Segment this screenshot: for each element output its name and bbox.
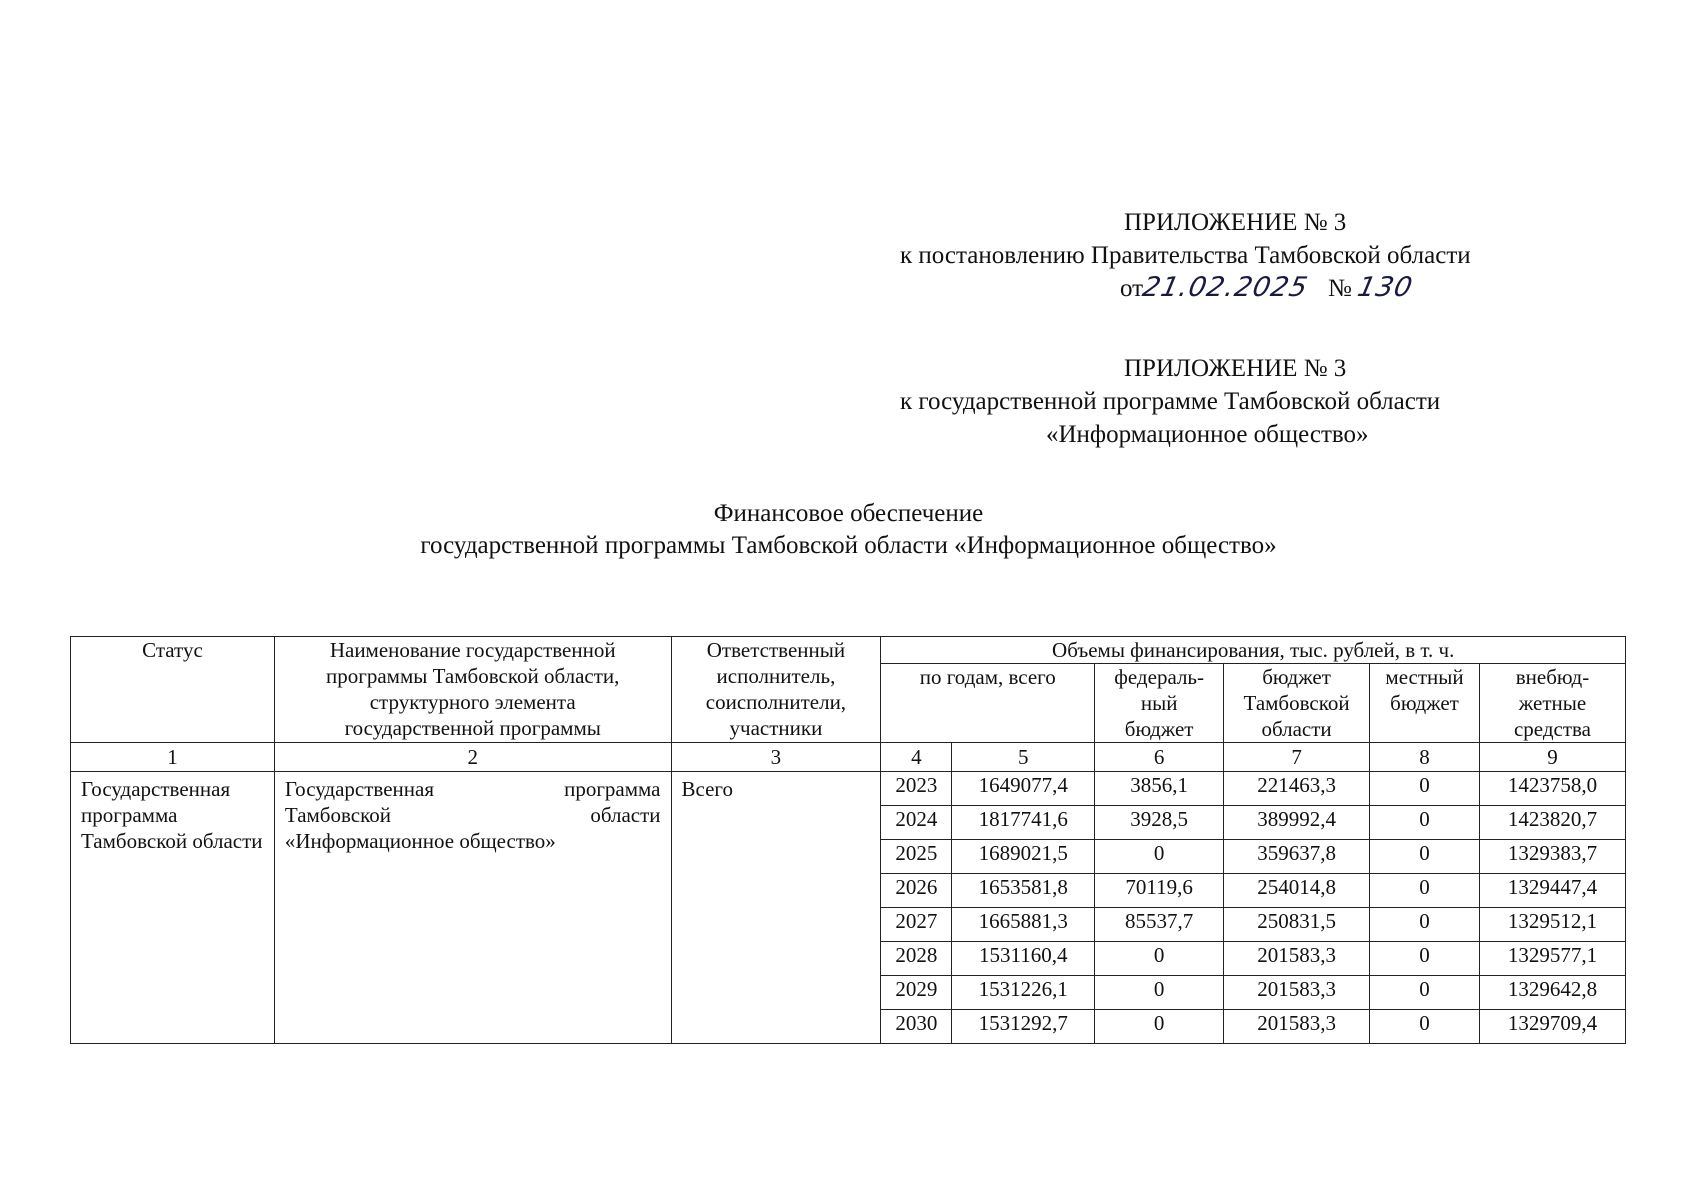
header-by-years: по годам, всего xyxy=(881,664,1095,743)
extra-cell: 1329709,4 xyxy=(1480,1010,1626,1044)
total-cell: 1653581,8 xyxy=(952,874,1095,908)
name-word: области xyxy=(590,803,661,827)
header-name: Наименование государственной программы Тамбовской области, структурного элемента государственной программы xyxy=(274,637,671,743)
year-cell: 2026 xyxy=(881,874,952,908)
program-reference-line-1: к государственной программе Тамбовской области xyxy=(900,388,1441,415)
extra-cell: 1329577,1 xyxy=(1480,942,1626,976)
regional-cell: 221463,3 xyxy=(1224,772,1370,806)
table-row xyxy=(71,772,1626,806)
document-title-line-1: Финансовое обеспечение xyxy=(713,500,984,527)
regional-cell: 201583,3 xyxy=(1224,976,1370,1010)
total-cell: 1531292,7 xyxy=(952,1010,1095,1044)
header-extra: внебюд-жетные средства xyxy=(1480,664,1626,743)
federal-cell: 0 xyxy=(1095,1010,1224,1044)
column-number: 8 xyxy=(1370,743,1480,772)
header-status: Статус xyxy=(71,637,275,743)
header-federal: федераль-ный бюджет xyxy=(1095,664,1224,743)
column-number: 2 xyxy=(274,743,671,772)
column-number: 6 xyxy=(1095,743,1224,772)
extra-cell: 1329512,1 xyxy=(1480,908,1626,942)
extra-cell: 1329383,7 xyxy=(1480,840,1626,874)
total-cell: 1531160,4 xyxy=(952,942,1095,976)
appendix-heading-1: ПРИЛОЖЕНИЕ № 3 xyxy=(1124,209,1347,236)
year-cell: 2030 xyxy=(881,1010,952,1044)
federal-cell: 0 xyxy=(1095,840,1224,874)
name-cell-line-1 xyxy=(285,776,661,802)
extra-cell: 1329642,8 xyxy=(1480,976,1626,1010)
program-reference-line-2: «Информационное общество» xyxy=(1046,421,1369,448)
regional-cell: 359637,8 xyxy=(1224,840,1370,874)
federal-cell: 0 xyxy=(1095,976,1224,1010)
year-cell: 2024 xyxy=(881,806,952,840)
name-cell xyxy=(274,772,671,1044)
header-volumes: Объемы финансирования, тыс. рублей, в т. ч. xyxy=(881,637,1626,664)
extra-cell: 1329447,4 xyxy=(1480,874,1626,908)
regional-cell: 254014,8 xyxy=(1224,874,1370,908)
name-word: Государственная xyxy=(284,777,435,801)
extra-cell: 1423758,0 xyxy=(1480,772,1626,806)
regional-cell: 389992,4 xyxy=(1224,806,1370,840)
column-number: 7 xyxy=(1224,743,1370,772)
column-number: 1 xyxy=(71,743,275,772)
local-cell: 0 xyxy=(1370,772,1480,806)
appendix-heading-2: ПРИЛОЖЕНИЕ № 3 xyxy=(1124,355,1347,382)
column-number: 3 xyxy=(671,743,881,772)
executor-cell: Всего xyxy=(671,772,881,1044)
header-local: местный бюджет xyxy=(1370,664,1480,743)
federal-cell: 0 xyxy=(1095,942,1224,976)
local-cell: 0 xyxy=(1370,806,1480,840)
extra-cell: 1423820,7 xyxy=(1480,806,1626,840)
document-title-line-2: государственной программы Тамбовской области «Информационное общество» xyxy=(420,532,1277,559)
year-cell: 2027 xyxy=(881,908,952,942)
column-number: 4 xyxy=(881,743,952,772)
header-row-1 xyxy=(71,637,1626,664)
local-cell: 0 xyxy=(1370,942,1480,976)
local-cell: 0 xyxy=(1370,840,1480,874)
total-cell: 1665881,3 xyxy=(952,908,1095,942)
handwritten-number: 130 xyxy=(1354,272,1416,303)
status-cell: Государственная программа Тамбовской области xyxy=(71,772,275,1044)
local-cell: 0 xyxy=(1370,908,1480,942)
total-cell: 1649077,4 xyxy=(952,772,1095,806)
local-cell: 0 xyxy=(1370,1010,1480,1044)
column-number: 5 xyxy=(952,743,1095,772)
total-cell: 1817741,6 xyxy=(952,806,1095,840)
total-cell: 1689021,5 xyxy=(952,840,1095,874)
header-regional: бюджет Тамбовской области xyxy=(1224,664,1370,743)
total-cell: 1531226,1 xyxy=(952,976,1095,1010)
date-prefix: от xyxy=(1120,275,1144,302)
name-word: Тамбовской xyxy=(284,803,391,827)
local-cell: 0 xyxy=(1370,874,1480,908)
federal-cell: 70119,6 xyxy=(1095,874,1224,908)
regional-cell: 201583,3 xyxy=(1224,942,1370,976)
decree-reference: к постановлению Правительства Тамбовской области xyxy=(900,242,1471,269)
number-prefix: № xyxy=(1327,275,1352,302)
regional-cell: 250831,5 xyxy=(1224,908,1370,942)
year-cell: 2023 xyxy=(881,772,952,806)
financing-table xyxy=(70,636,1626,1044)
column-numbers-row xyxy=(71,743,1626,772)
column-number: 9 xyxy=(1480,743,1626,772)
header-executor: Ответственный исполнитель, соисполнители, участники xyxy=(671,637,881,743)
year-cell: 2028 xyxy=(881,942,952,976)
name-cell-line-2 xyxy=(285,802,661,828)
federal-cell: 85537,7 xyxy=(1095,908,1224,942)
year-cell: 2025 xyxy=(881,840,952,874)
local-cell: 0 xyxy=(1370,976,1480,1010)
decree-date-line xyxy=(1120,271,1416,305)
name-cell-line-3: «Информационное общество» xyxy=(284,829,556,853)
federal-cell: 3928,5 xyxy=(1095,806,1224,840)
name-word: программа xyxy=(564,777,661,801)
federal-cell: 3856,1 xyxy=(1095,772,1224,806)
year-cell: 2029 xyxy=(881,976,952,1010)
regional-cell: 201583,3 xyxy=(1224,1010,1370,1044)
handwritten-date: 21.02.2025 xyxy=(1139,272,1311,303)
